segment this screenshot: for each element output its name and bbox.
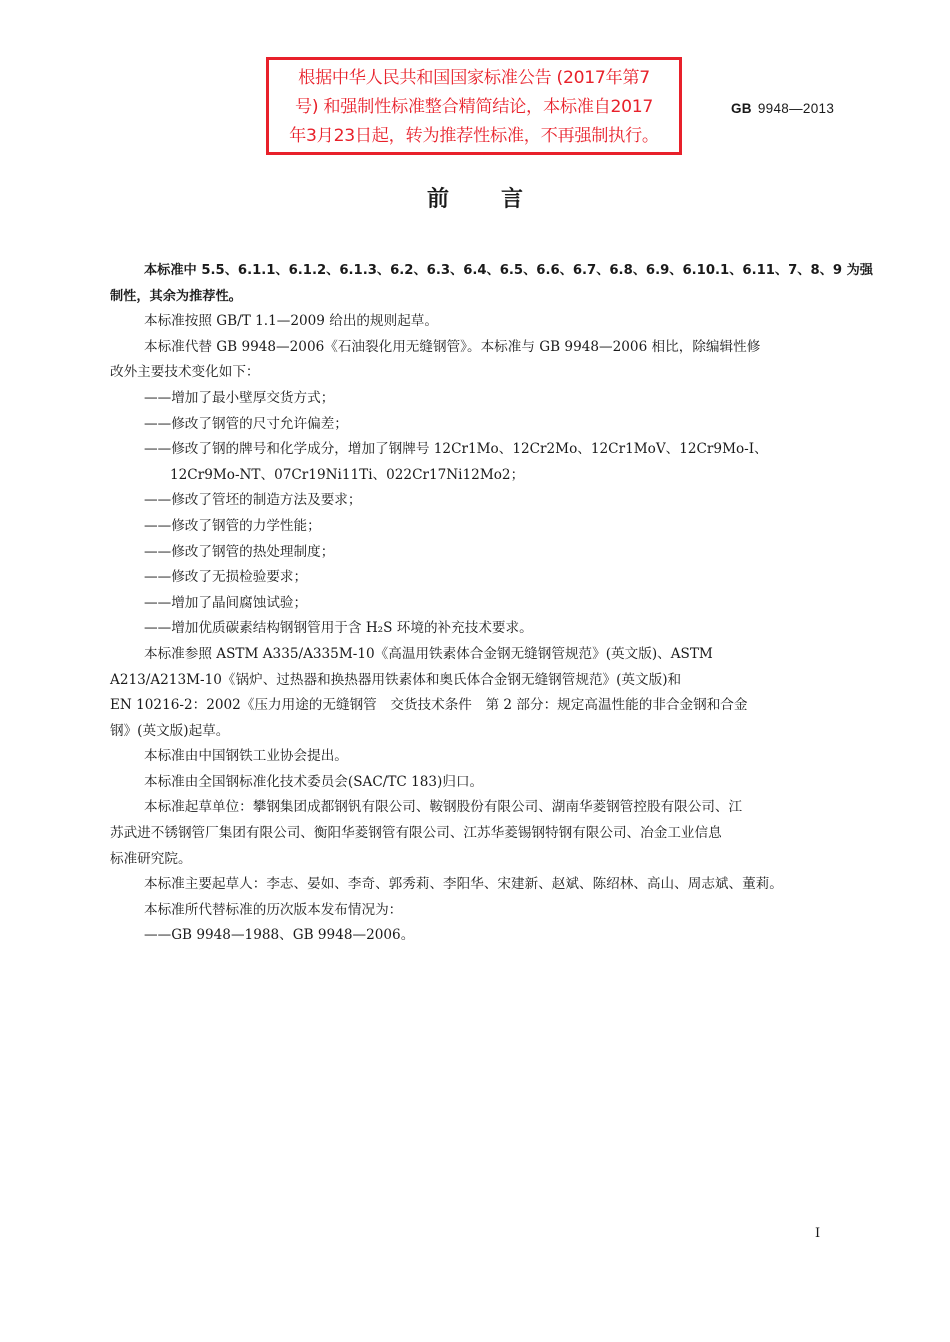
change-item: ——修改了管坯的制造方法及要求； (144, 492, 362, 509)
foreword-body (110, 258, 873, 949)
reference-line-4: 钢》(英文版)起草。 (110, 722, 230, 739)
change-item: ——增加了晶间腐蚀试验； (144, 594, 308, 611)
drafting-rules-paragraph: 本标准按照 GB/T 1.1—2009 给出的规则起草。 (144, 313, 438, 330)
replacement-line-2: 改外主要技术变化如下： (110, 364, 260, 381)
drafters-paragraph: 本标准主要起草人：李志、晏如、李奇、郭秀莉、李阳华、宋建新、赵斌、陈绍林、高山、周志斌、董莉。 (144, 876, 783, 893)
change-item: ——修改了无损检验要求； (144, 569, 308, 586)
standard-prefix: GB (731, 101, 752, 116)
change-item: ——增加优质碳素结构钢钢管用于含 H₂S 环境的补充技术要求。 (144, 620, 533, 637)
drafting-units-line-1: 本标准起草单位：攀钢集团成都钢钒有限公司、鞍钢股份有限公司、湖南华菱钢管控股有限公司、江 (144, 799, 743, 816)
proposer-paragraph: 本标准由中国钢铁工业协会提出。 (144, 748, 348, 765)
history-intro: 本标准所代替标准的历次版本发布情况为： (144, 901, 403, 918)
replacement-line-1: 本标准代替 GB 9948—2006《石油裂化用无缝钢管》。本标准与 GB 9948—2006 相比，除编辑性修 (144, 338, 761, 355)
change-item: ——增加了最小壁厚交货方式； (144, 389, 335, 406)
title-char-1: 前 (426, 187, 449, 212)
reference-line-1: 本标准参照 ASTM A335/A335M-10《高温用铁素体合金钢无缝钢管规范》(英文版)、ASTM (144, 645, 713, 662)
page-title (0, 182, 950, 213)
conversion-notice-stamp (266, 57, 682, 155)
drafting-units-line-3: 标准研究院。 (110, 850, 192, 867)
change-item: ——修改了钢的牌号和化学成分，增加了钢牌号 12Cr1Mo、12Cr2Mo、12Cr1MoV、12Cr9Mo-I、 (144, 441, 768, 458)
change-item-continuation: 12Cr9Mo-NT、07Cr19Ni11Ti、022Cr17Ni12Mo2； (170, 466, 525, 483)
notice-line-3: 年3月23日起，转为推荐性标准，不再强制执行。 (289, 126, 659, 146)
title-char-2: 言 (501, 187, 524, 212)
reference-line-2: A213/A213M-10《锅炉、过热器和换热器用铁素体和奥氏体合金钢无缝钢管规范》(英文版)和 (110, 671, 682, 688)
standard-number (731, 101, 834, 116)
mandatory-clause-line-2: 制性，其余为推荐性。 (110, 288, 242, 304)
change-item: ——修改了钢管的力学性能； (144, 517, 321, 534)
mandatory-clause-line-1: 本标准中 5.5、6.1.1、6.1.2、6.1.3、6.2、6.3、6.4、6.5、6.6、6.7、6.8、6.9、6.10.1、6.11、7、8、9 为强 (144, 263, 873, 278)
page-number: I (815, 1226, 821, 1241)
committee-paragraph: 本标准由全国钢标准化技术委员会(SAC/TC 183)归口。 (144, 773, 484, 790)
notice-line-1: 根据中华人民共和国国家标准公告 (2017年第7 (298, 68, 650, 88)
change-item: ——修改了钢管的热处理制度； (144, 543, 335, 560)
standard-code: 9948—2013 (757, 101, 835, 116)
change-item: ——修改了钢管的尺寸允许偏差； (144, 415, 348, 432)
drafting-units-line-2: 苏武进不锈钢管厂集团有限公司、衡阳华菱钢管有限公司、江苏华菱锡钢特钢有限公司、冶金工业信息 (110, 825, 722, 842)
reference-line-3: EN 10216-2：2002《压力用途的无缝钢管 交货技术条件 第 2 部分：规定高温性能的非合金钢和合金 (110, 697, 748, 714)
history-item: ——GB 9948—1988、GB 9948—2006。 (144, 927, 415, 944)
notice-line-2: 号) 和强制性标准整合精简结论，本标准自2017 (294, 97, 654, 117)
